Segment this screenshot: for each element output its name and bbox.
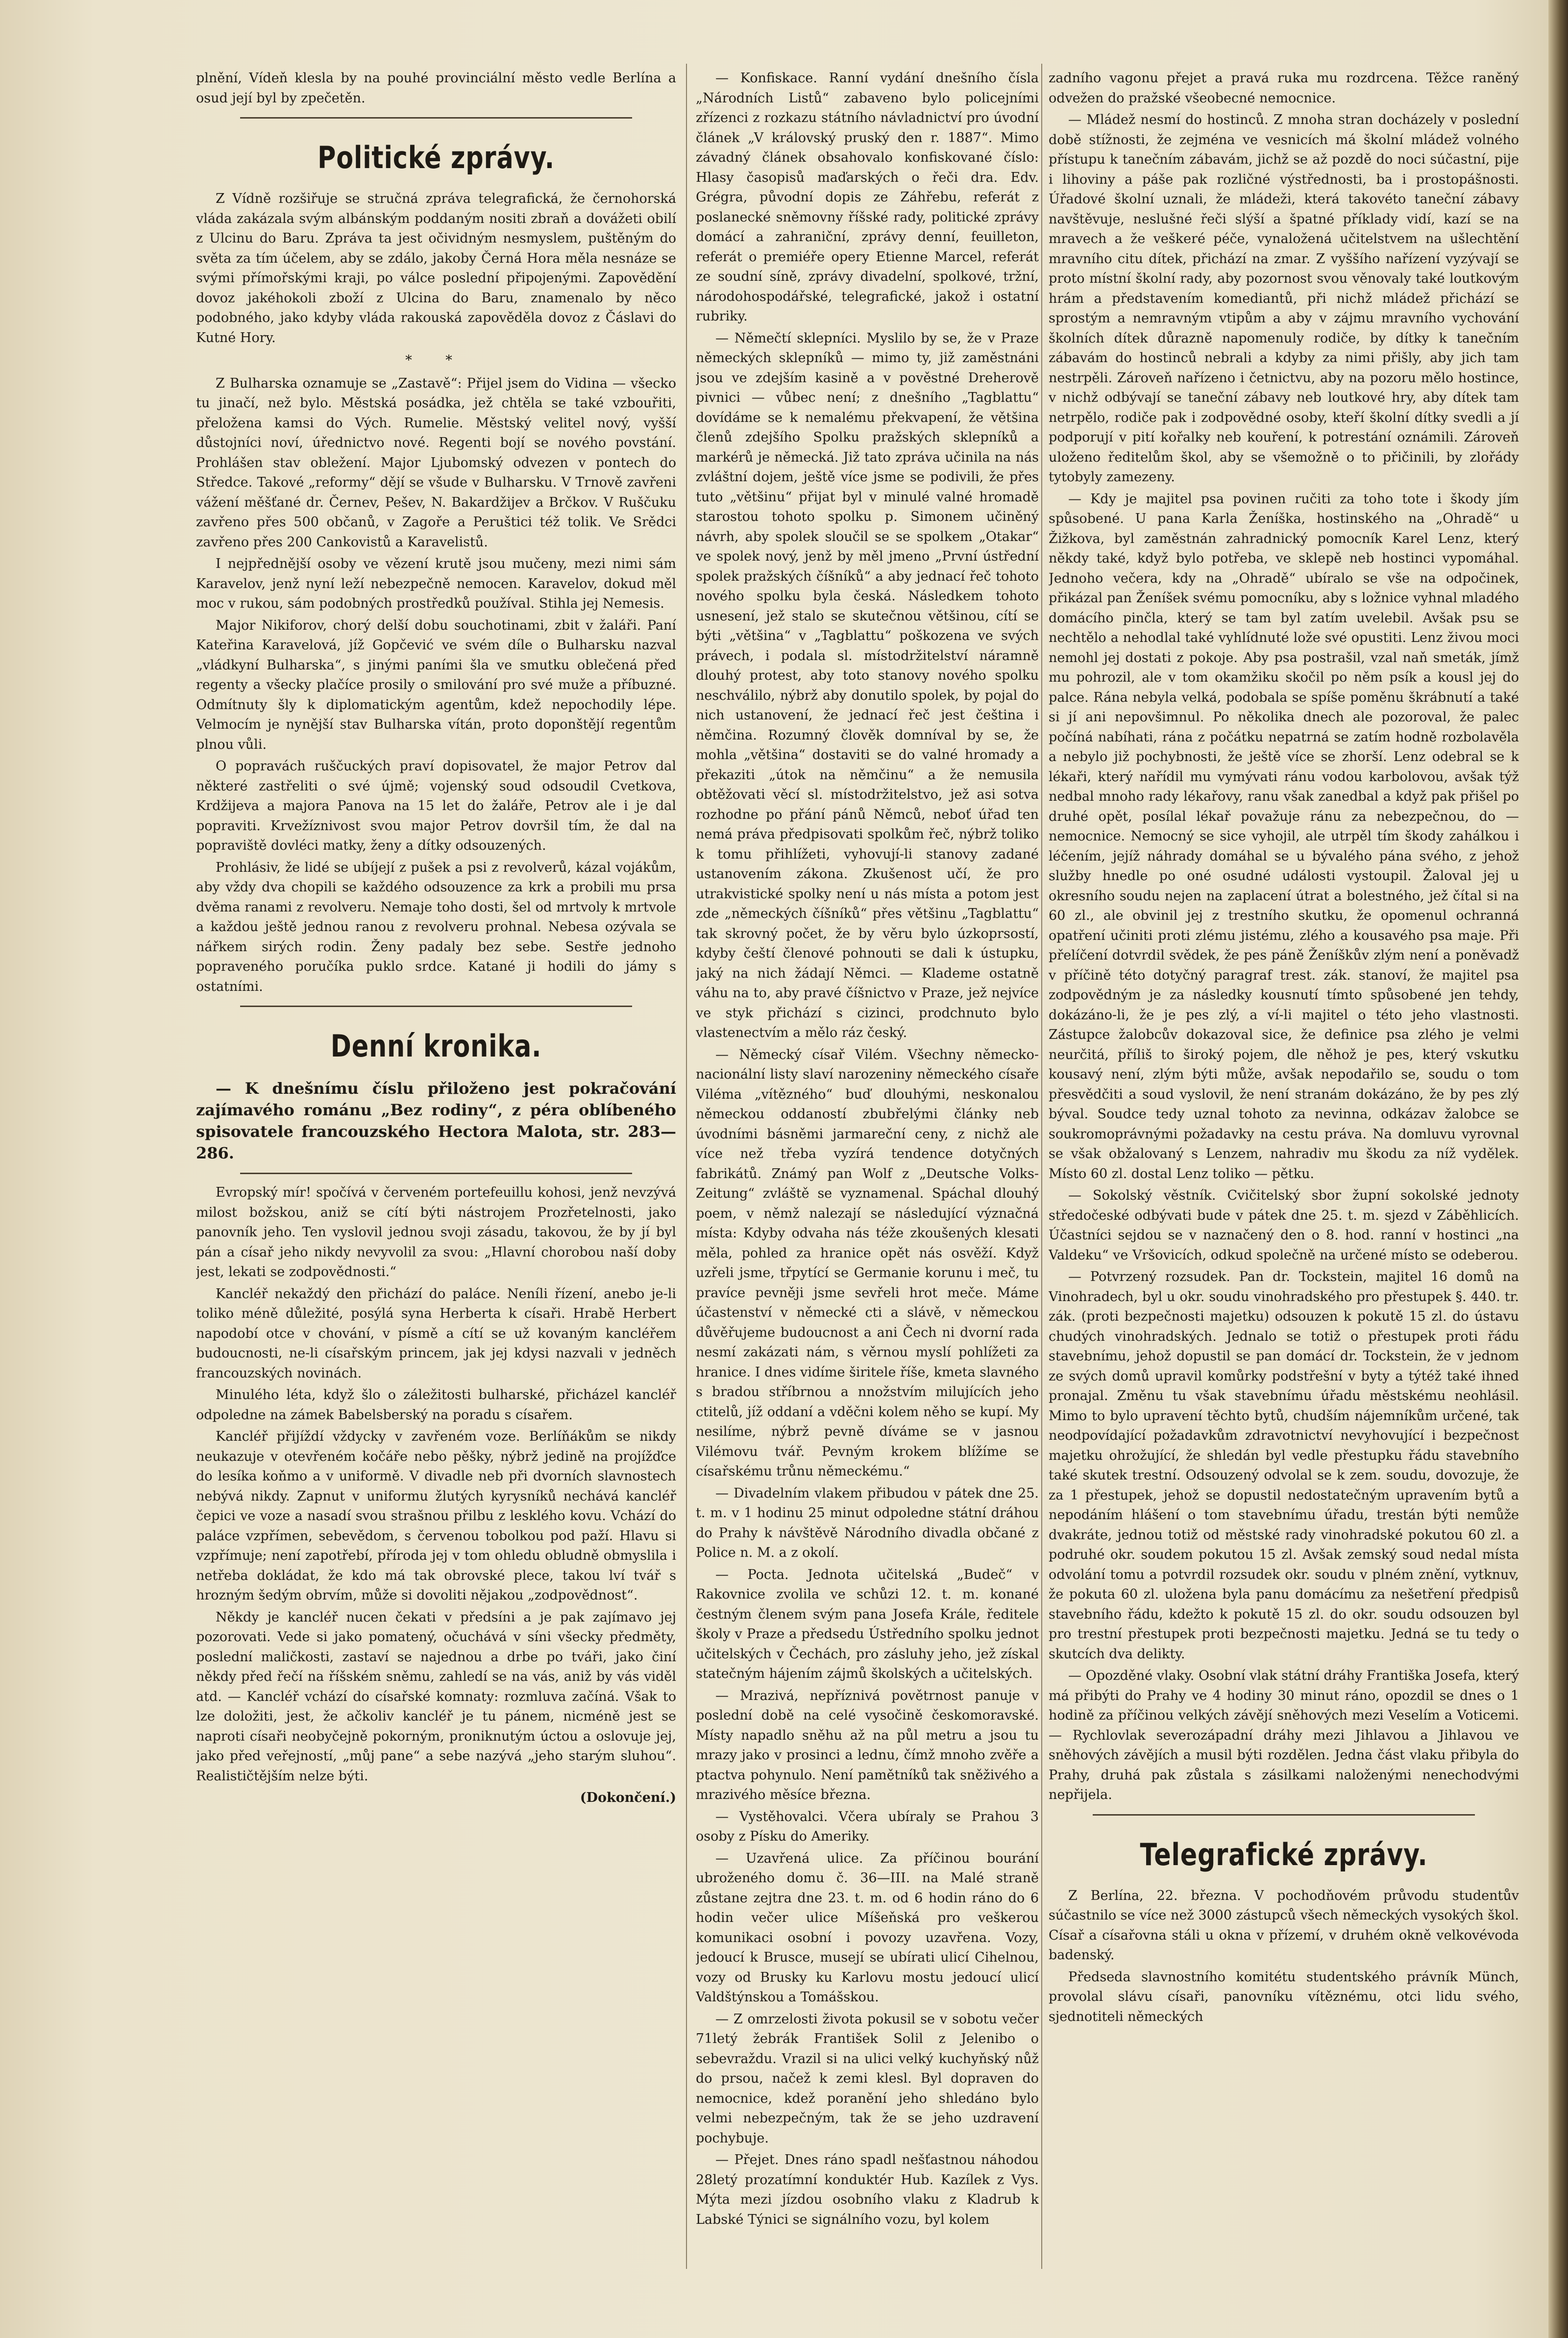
- paragraph: Prohlásiv, že lidé se ubíjejí z pušek a psi z revolverů, kázal vojákům, aby vždy dva chopili se každého odsouzence za krk a probili mu prsa dvěma ranami z revolveru. Nemaje toho dosti, šel od mrtvoly k mrtvole a každou ještě jednou ranou z revolveru prohnal. Nebesa ozývala se nářkem sirých rodin. Ženy padaly bez sebe. Sestře jednoho popraveného poručíka puklo srdce. Katané ji hodili do jámy s ostatními.: [196, 860, 676, 994]
- news-item: — Potvrzený rozsudek. Pan dr. Tockstein, majitel 16 domů na Vinohradech, byl u okr. soudu vinohradského pro přestupek §. 440. tr. zák. (proti bezpečnosti majetku) odsouzen k pokutě 15 zl. do ústavu chudých vinohradských. Jednalo se totiž o přestupek proti řádu stavebnímu, jehož dopustil se pan domácí dr. Tockstein, že v jednom ze svých domů upravil komůrky podstřešní v byty a týtéž také ihned pronajal. Změnu tu však stavebnímu úřadu městskému neohlásil. Mimo to bylo upravení těchto bytů, chudším nájemníkům určené, tak neodpovídající požadavkům zdravotnictví nevyhovující i bezpečnost majetku ohrožující, že shledán byl vedle přestupku řádu stavebního také skutek trestní. Odsouzený odvolal se k zem. soudu, dovozuje, že za 1 přestupek, jehož se dopustil nedostatečným upravením bytů a nepodáním hlášení o tom stavebnímu úřadu, trestán býti nemůže dvakráte, jednou totiž od městské rady vinohradské pokutou 60 zl. a podruhé okr. soudem pokutou 15 zl. Avšak zemský soud nedal místa odvolání tomu a potvrdil rozsudek okr. soudu v plném znění, vytknuv, že pokuta 60 zl. uložena byla panu domácímu za nešetření předpisů stavebního řádu, kdežto k pokutě 15 zl. do okr. soudu odsouzen byl pro trestní přestupek proti bezpečnosti majetku. Jedná se tu tedy o skutcích dva delikty.: [1049, 1269, 1519, 1662]
- section-heading-telegraph: Telegrafické zprávy.: [1140, 1836, 1428, 1872]
- news-item: — Divadelním vlakem přibudou v pátek dne 25. t. m. v 1 hodinu 25 minut odpoledne státní dráhou do Prahy k návštěvě Národního divadla občané z Police n. M. a z okolí.: [696, 1485, 1039, 1560]
- news-item: zadního vagonu přejet a pravá ruka mu rozdrcena. Těžce raněný odvežen do pražské všeobecné nemocnice.: [1049, 71, 1519, 106]
- paragraph: Z Bulharska oznamuje se „Zastavě“: Přijel jsem do Vidina — všecko tu jinačí, než bylo. Městská posádka, jež chtěla se také vzbouřiti, přeložena kamsi do Vých. Rumelie. Městský velitel nový, vyšší důstojníci noví, úřednictvo nové. Regenti bojí se nového povstání. Prohlášen stav obležení. Major Ljubomský odvezen v pontech do Středce. Takové „reformy“ dějí se všude v Bulharsku. V Trnově zavřeni vážení měšťané dr. Černev, Pešev, N. Bakardžijev a Brčkov. V Ruščuku zavřeno přes 500 občanů, v Zagoře a Peruštici též tolik. Ve Srědci zavřeno přes 200 Cankovistů a Karavelistů.: [196, 375, 676, 550]
- divider: [240, 1006, 632, 1007]
- paragraph: O popravách ruščuckých praví dopisovatel, že major Petrov dal některé zastřeliti o své újmě; vojenský soud odsoudil Cvetkova, Krdžijeva a majora Panova na 15 let do žaláře, Petrov ale i je dal popraviti. Krvežíznivost svou major Petrov dovršil tím, že dal na popraviště dovléci matky, ženy a dítky odsouzených.: [196, 759, 676, 853]
- news-item: — Konfiskace. Ranní vydání dnešního čísla „Národních Listů“ zabaveno bylo policejními zřízenci z rozkazu státního návladnictví pro úvodní článek „V královský pruský den r. 1887“. Mimo závadný článek obsahovalo konfiskované číslo: Hlasy časopisů maďarských o řeči dra. Edv. Grégra, původní dopis ze Záhřebu, referát z poslanecké sněmovny říšské rady, politické zprávy domácí a zahraniční, zprávy denní, feuilleton, referát o premiéře opery Etienne Marcel, referát ze soudní síně, zprávy divadelní, spolkové, tržní, národohospodářské, telegrafické, jakož i ostatní rubriky.: [696, 71, 1039, 324]
- paragraph: Někdy je kancléř nucen čekati v předsíni a je pak zajímavo jej pozorovati. Vede si jako pomatený, očuchává v síni všecky předměty, poslední maličkosti, zastaví se najednou a drbe po tváři, jako činí někdy před řečí na říšském sněmu, zahledí se na vás, aniž by vás viděl atd. — Kancléř vchází do císařské komnaty: rozmluva začíná. Však to lze doložiti, jest, že ačkoliv kancléř je tu pánem, nicméně jest se naproti císaři neobyčejně pokorným, proniknutým úctou a oslovuje jej, jako před veřejností, „můj pane“ a sebe nazývá „jeho starým sluhou“. Realističtějším nelze býti.: [196, 1609, 676, 1784]
- news-item: — Němečtí sklepníci. Myslilo by se, že v Praze německých sklepníků — mimo ty, již zaměstnáni jsou ve zdejším kasině a v pověstné Dreherově pivnici — vůbec není; z dnešního „Tagblattu“ dovídáme se k nemalému překvapení, že většina členů zdejšího Spolku pražských sklepníků a markérů je německá. Již tato zpráva učinila na nás zvláštní dojem, ještě více jsme se podivili, že přes tuto „většinu“ přijat byl v minulé valné hromadě starostou tohoto spolku p. Simonem učiněný návrh, aby spolek sloučil se se spolkem „Otakar“ ve spolek nový, jenž by měl jmeno „První ústřední spolek pražských číšníků“ a aby jednací řeč tohoto nového spolku byla česká. Následkem tohoto usnesení, jež stalo se skutečnou většinou, cítí se býti „většina“ v „Tagblattu“ poškozena ve svých právech, i podala sl. místodržitelství náramně dlouhý protest, aby toto stanovy nového spolku neschválilo, nýbrž aby donutilo spolek, by pojal do nich ustanovení, že jednací řeč jest čeština i němčina. Rozumný člověk domníval by se, že mohla „většina“ dostaviti se do valné hromady a překaziti „útok na němčinu“ a že nemusila obtěžovati věcí sl. místodržitelstvo, jež asi sotva rozhodne po přání pánů Němců, neboť úřad ten nemá práva předpisovati spolkům řeč, nýbrž toliko k tomu přihlížeti, vyhovují-li stanovy zadané ustanovením zákona. Zkušenost učí, že pro utrakvistické spolky není u nás místa a potom jest zde „německých číšníků“ přes většinu „Tagblattu“ tak skrovný počet, že by věru bylo úzkoprsostí, kdyby čeští členové pohnouti se dali k ústupku, jaký na nich žádají Němci. — Klademe ostatně váhu na to, aby pravé číšnictvo v Praze, jež nejvíce ve styk přichází s cizinci, prodchnuto bylo vlastenectvím a mělo ráz český.: [696, 330, 1039, 1040]
- news-item: — Mrazivá, nepříznivá povětrnost panuje v poslední době na celé vysočině českomoravské. Místy napadlo sněhu až na půl metru a jsou tu mrazy jako v prosinci a lednu, čímž mnoho zvěře a ptactva pohynulo. Není pamětníků tak sněživého a mrazivého měsíce března.: [696, 1688, 1039, 1802]
- paragraph: Z Vídně rozšiřuje se stručná zpráva telegrafická, že černohorská vláda zakázala svým albánským poddaným nositi zbraň a dovážeti obilí z Ulcinu do Baru. Zpráva ta jest očividným nesmyslem, puštěným do světa za tím účelem, aby se zdálo, jakoby Černá Hora měla nesnáze se svými přímořskými kraji, po válce poslední připojenými. Zapovědění dovoz jakéhokoli zboží z Ulcina do Baru, znamenalo by něco podobného, jako kdyby vláda rakouská zapověděla dovoz z Čáslavi do Kutné Hory.: [196, 191, 676, 345]
- news-item: — Mládež nesmí do hostinců. Z mnoha stran docházely v poslední době stížnosti, že zejména ve vesnicích má školní mládež volného přístupu k tanečním zábavám, jichž se až pozdě do noci súčastní, pije i lihoviny a páše pak rozličné výstřednosti, ba i prostopášnosti. Úřadové školní uznali, že mládeži, která takovéto taneční zábavy navštěvuje, neslušné řeči slýší a špatné příklady vidí, kazí se na mravech a že veškeré péče, vynaložená učitelstvem na ušlechtění mravního citu dítek, přichází na zmar. Z vyššího nařízení vyzývají se proto místní školní rady, aby pozornost svou věnovaly také loutkovým hrám a představením komediantů, při nichž mládež přichází se sprostým a nemravným vtipům a aby v zájmu mravního vychování školních dítek důrazně napomenuly rodiče, by dítky k tanečním zábavám do hostinců nebrali a kdyby za nimi přišly, aby jich tam nestrpěli. Zároveň nařízeno i četnictvu, aby na pozoru mělo hostince, v nichž odbývají se taneční zábavy neb loutkové hry, aby dítek tam netrpělo, rodiče pak i zodpovědné osoby, kteří školní dítky svedli a jí podporují v pití kořalky neb kouření, k potrestání oznámili. Zároveň uloženo ředitelům škol, aby se všemožně o to přičinili, by zlořády tytobyly zamezeny.: [1049, 112, 1519, 485]
- news-item: — Sokolský věstník. Cvičitelský sbor župní sokolské jednoty středočeské odbývati bude v pátek dne 25. t. m. sjezd v Záběhlicích. Účastníci sejdou se v naznačený den o 8. hod. ranní v hostinci „na Valdeku“ ve Vršovicích, odkud společně na určené místo se odeberou.: [1049, 1188, 1519, 1263]
- signature: (Dokončení.): [580, 1790, 676, 1805]
- column-left: [196, 69, 676, 2264]
- separator-stars: * *: [405, 353, 467, 368]
- column-rule: [1041, 64, 1042, 2269]
- binding-edge: [1548, 0, 1568, 2338]
- column-right: [1049, 69, 1519, 2264]
- divider: [1093, 1814, 1475, 1816]
- news-item: — Z omrzelosti života pokusil se v sobotu večer 71letý žebrák František Solil z Jelenibo o sebevraždu. Vrazil si na ulici velký kuchyňský nůž do prsou, načež k zemi klesl. Byl dopraven do nemocnice, kdež poranění jeho shledáno bylo velmi nebezpečným, tak že se jeho uzdravení pochybuje.: [696, 2011, 1039, 2146]
- news-item: — Přejet. Dnes ráno spadl nešťastnou náhodou 28letý prozatímní konduktér Hub. Kazílek z Vys. Mýta mezi jízdou osobního vlaku z Kladrub k Labské Týnici se signálního vozu, byl kolem: [696, 2152, 1039, 2227]
- divider: [240, 117, 632, 119]
- paragraph: Major Nikiforov, chorý delší dobu souchotinami, zbit v žaláři. Paní Kateřina Karavelová, jíž Gopčević ve svém díle o Bulharsku nazval „vládkyní Bulharska“, s jinými paními šla ve smutku oblečená před regenty a všecky plačíce prosily o smilování pro své muže a příbuzné. Odmítnuty šly k diplomatickým agentům, kdež nepochodily lépe. Velmocím je nynější stav Bulharska vítán, proto doponštějí regentům plnou vůli.: [196, 617, 676, 752]
- section-heading-politics: Politické zprávy.: [318, 140, 555, 175]
- paragraph: Minulého léta, když šlo o záležitosti bulharské, přicházel kancléř odpoledne na zámek Babelsberský na poradu s císařem.: [196, 1387, 676, 1423]
- paragraph: Kancléř přijíždí vždycky v zavřeném voze. Berlíňákům se nikdy neukazuje v otevřeném kočáře nebo pěšky, nýbrž jedině na projížďce do lesíka koňmo a v uniformě. V divadle neb při dvorních slavnostech nebývá nikdy. Zapnut v uniformu žlutých kyrysníků nechává kancléř čepici ve voze a nasadí svou strašnou přilbu z lesklého kovu. Vchází do paláce vzpřímen, sebevědom, s červenou tobolkou pod paží. Hlavu si vzpřímuje; není zapotřebí, příroda jej v tom ohledu obludně obmyslila i netřeba dokládat, že kdo má tak obrovské plece, takou lví tvář s hrozným šedým obrvím, může si dovoliti nějakou „zodpovědnost“.: [196, 1429, 676, 1603]
- news-item: — Německý císař Vilém. Všechny německo-nacionální listy slaví narozeniny německého císaře Viléma „vítězného“ buď dlouhými, neskonalou německou oddaností zbubřelými články neb úvodními básněmi jarmareční ceny, z nichž ale více než třeba vyzírá tendence dotyčných fabrikátů. Známý pan Wolf z „Deutsche Volks-Zeitung“ zvláště se vyznamenal. Spáchal dlouhý poem, v němž nalezají se následující význačná místa: Kdyby odvaha nás téže zkoušených klesati měla, pohled za hranice opět nás osvěží. Když uzřeli jsme, třpytící se Germanie korunu i meč, tu pravíce pevněji jsme sevřeli hrot meče. Máme účastenství v německé cti a slávě, v německou důvěřujeme budoucnost a ani Čech ni dvorní rada nesmí zakázati nám, s věrnou myslí pohlížeti za hranice. I dnes vidíme širitele říše, kmeta slavného s bradou stříbrnou a nnožstvím milujících jeho ctitelů, jíž oddaní a vděčni kolem něho se kupí. My nesilíme, nýbrž pevně díváme se v jasnou Vilémovu tvář. Pevným krokem blížíme se císařskému trůnu německému.“: [696, 1047, 1039, 1479]
- news-item: — Opozděné vlaky. Osobní vlak státní dráhy Františka Josefa, který má přibýti do Prahy ve 4 hodiny 30 minut ráno, opozdil se dnes o 1 hodině za příčinou velkých závějí sněhových mezi Veselím a Voticemi. — Rychlovlak severozápadní dráhy mezi Jihlavou a Jihlavou ve sněhových závějích a musil býti rozdělen. Jedna část vlaku přibyla do Prahy, druhá pak zůstala s zásilkami naloženými nenechodvými nepřijela.: [1049, 1668, 1519, 1802]
- paragraph: Evropský mír! spočívá v červeném portefeuillu kohosi, jenž nevzývá milost božskou, aniž se cítí býti nástrojem Prozřetelnosti, jako panovník jeho. Ten vyslovil jednou svoji zásadu, takovou, že by jí byl pán a císař jeho nikdy nevyvolil za svou: „Hlavní chorobou naší doby jest, lekati se zodpovědnosti.“: [196, 1185, 676, 1280]
- paragraph: Kancléř nekaždý den přichází do paláce. Neníli řízení, anebo je-li toliko méně důležité, posýlá syna Herberta k císaři. Hrabě Herbert napodobí otce v chování, v písmě a cítí se už kovaným kancléřem budoucnosti, ne-li císařským princem, jak jej kdysi nazvali v jedněch francouzských novinách.: [196, 1286, 676, 1381]
- divider: [240, 1173, 632, 1174]
- news-item: — Kdy je majitel psa povinen ručiti za toho tote i škody jím spůsobené. U pana Karla Ženíška, hostinského na „Ohradě“ u Žižkova, byl zaměstnán zahradnický pomocník Karel Lenz, který někdy také, když bylo potřeba, ve sklepě neb hostinci vypomáhal. Jednoho večera, kdy na „Ohradě“ ubíralo se vše na odpočinek, přikázal pan Ženíšek svému pomocníku, aby s ložnice vyhnal mladého domácího pinčla, který se tam byl zatím uvelebil. Avšak psu se nechtělo a nehodlal také vyhlídnuté lože své opustiti. Lenz živou moci nemohl jej dostati z pokoje. Aby psa postrašil, vzal naň smeták, jímž mu pohrozil, ale v tom okamžiku skočil po něm psík a kousl jej do palce. Rána nebyla velká, podobala se spíše poměnu škrábnutí a také si jí ani nepovšimnul. Po několika dnech ale pozoroval, že palec počíná nabíhati, rána z počátku nepatrná se zatím hodně rozbolavěla a nebylo již pochybnosti, že ještě více se zhorší. Lenz odebral se k lékaři, který nařídil mu vymývati ránu vodou karbolovou, avšak týž nedbal mnoho rady lékařovy, ranu však zanedbal a když pak přišel po druhé opět, posílal lékař považuje ránu za nebezpečnou, do — nemocnice. Nemocný se sice vyhojil, ale utrpěl tím škody zahálkou i léčením, jejíž náhrady domáhal se u bývalého pána svého, z jehož služby hnedle po oné osudné události vystoupil. Žaloval jej u okresního soudu nejen na zaplacení útrat a bolestného, jež čítal si na 60 zl., ale obvinil jej z trestního skutku, že opomenul ochranná opatření učiniti proti zlému jistému, zlého a kousavého psa maje. Při přelíčení dotvrdil svědek, že pes páně Ženíškův zlým není a poněvadž v příčině této dotyčný paragraf trest. zák. stanoví, že majitel psa zodpovědným je za následky kousnutí tímto spůsobené jen tehdy, dokázáno-li, že je pes zlý, a ví-li majitel o této jeho vlastnosti. Zástupce žalobcův dokazoval sice, že definice psa zlého je velmi neurčitá, příliš to široký pojem, dle něhož je pes, který vskutku kousavý není, zlým býti může, avšak nepodařilo se, soudu o tom přesvědčiti a soud vyslovil, že není stranám dokázáno, že by pes zlý býval. Soudce tedy uznal tohoto za nevinna, odkázav žalobce se soukromoprávnými požadavky na cestu práva. Na domluvu vyrovnal se však obžalovaný s Lenzem, nahradiv mu škodu za níž vydělek. Místo 60 zl. dostal Lenz toliko — pětku.: [1049, 491, 1519, 1181]
- column-middle: [696, 69, 1039, 2264]
- news-item: — Vystěhovalci. Včera ubíraly se Prahou 3 osoby z Písku do Ameriky.: [696, 1809, 1039, 1844]
- news-item: Předseda slavnostního komitétu studentského právník Münch, provolal slávu císaři, panovníku vítěznému, otci lidu svého, sjednotiteli německých: [1049, 1969, 1519, 2024]
- news-item: Z Berlína, 22. března. V pochodňovém průvodu studentův súčastnilo se více než 3000 zástupců všech německých vysokých škol. Císař a císařovna stáli u okna v přízemí, v druhém okně velkovévoda badenský.: [1049, 1888, 1519, 1963]
- column-rule: [686, 64, 687, 2269]
- news-item: — Pocta. Jednota učitelská „Budeč“ v Rakovnice zvolila ve schůzi 12. t. m. konané čestným členem svým pana Josefa Krále, ředitele školy v Praze a předsedu Ústředního spolku jednot učitelských v Čechách, pro zásluhy jeho, jež získal statečným hájením zájmů školských a učitelských.: [696, 1567, 1039, 1681]
- paragraph: I nejpřednější osoby ve vězení krutě jsou mučeny, mezi nimi sám Karavelov, jenž nyní leží nebezpečně nemocen. Karavelov, dokud měl moc v rukou, sám podobných prostředků používal. Stihla jej Nemesis.: [196, 556, 676, 611]
- paragraph: plnění, Vídeň klesla by na pouhé provinciální město vedle Berlína a osud její byl by zpečetěn.: [196, 71, 676, 106]
- section-heading-chronicle: Denní kronika.: [330, 1028, 542, 1064]
- news-item: — Uzavřená ulice. Za příčinou bourání ubroženého domu č. 36—III. na Malé straně zůstane zejtra dne 23. t. m. od 6 hodin ráno do 6 hodin večer ulice Míšeňská pro veškerou komunikaci osobní i povozy uzavřena. Vozy, jedoucí k Bruscе, musejí se ubírati ulicí Cihelnou, vozy od Brusky ku Karlovu mostu jedoucí ulicí Valdštýnskou a Tomášskou.: [696, 1850, 1039, 2005]
- lead-notice: — K dnešnímu číslu přiloženo jest pokračování zajímavého románu „Bez rodiny“, z péra oblíbeného spisovatele francouzského Hectora Malota, str. 283—286.: [196, 1079, 676, 1162]
